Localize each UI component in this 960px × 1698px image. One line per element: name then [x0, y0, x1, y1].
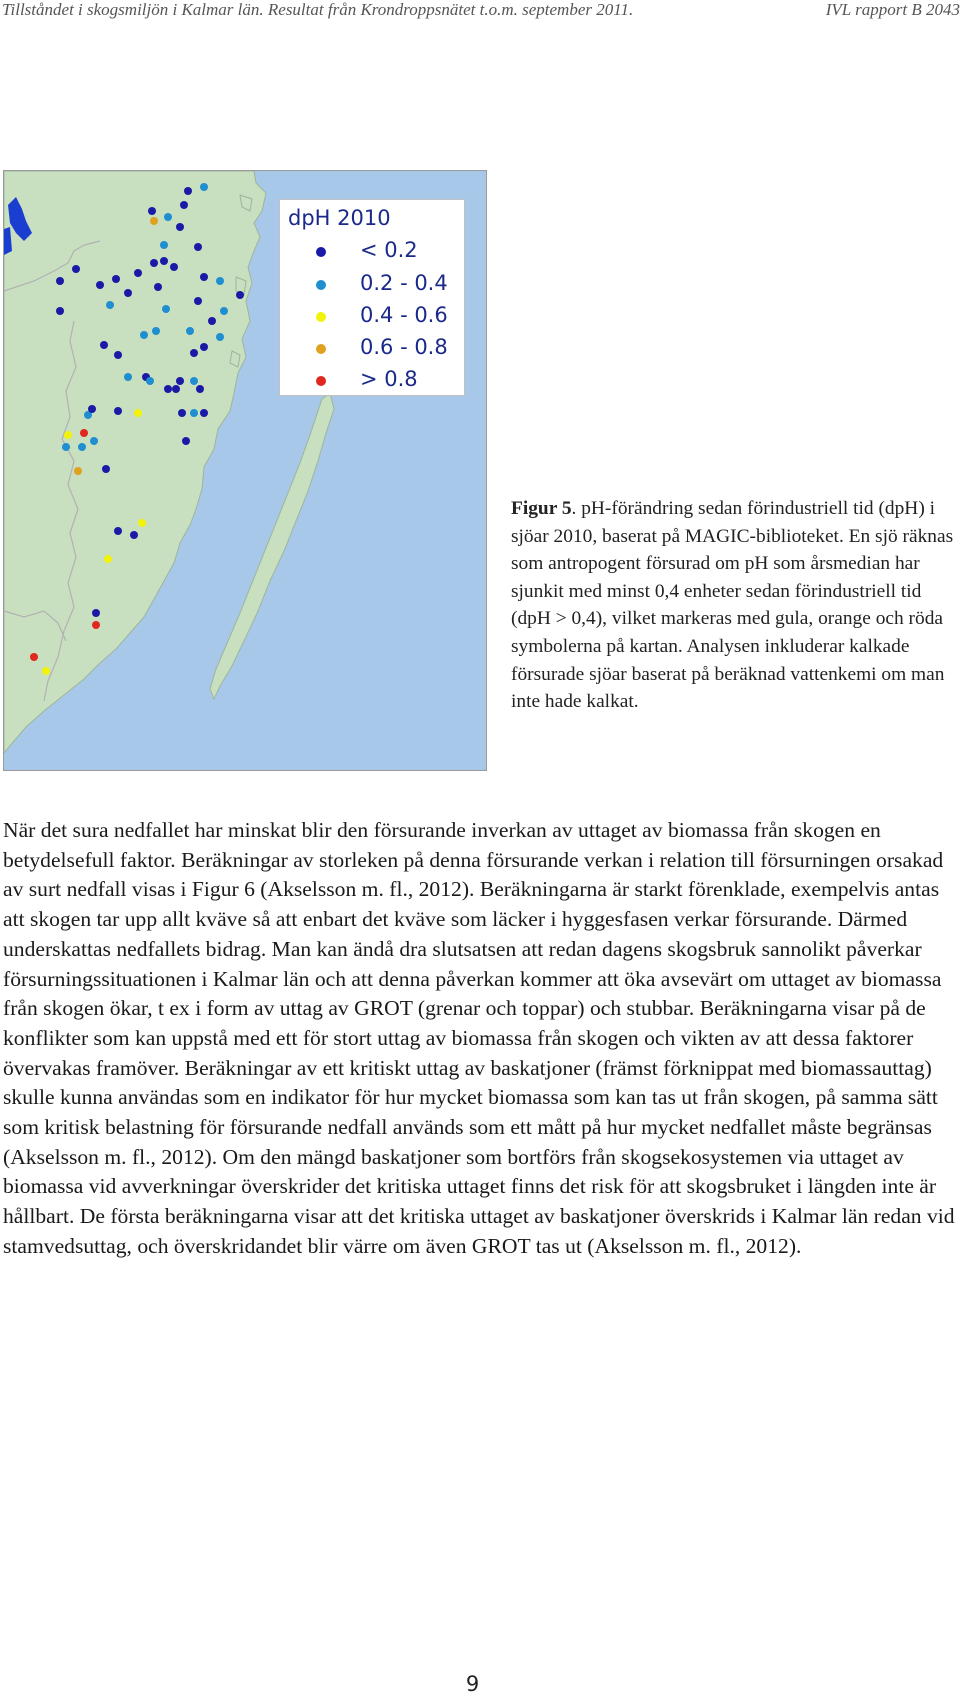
legend-dot — [316, 280, 326, 290]
legend-item — [280, 335, 466, 361]
legend-label: 0.2 - 0.4 — [360, 271, 448, 295]
page-header — [0, 0, 960, 26]
map-legend — [279, 199, 465, 396]
legend-dot — [316, 344, 326, 354]
legend-item — [280, 367, 466, 393]
legend-item — [280, 238, 466, 264]
map-figure — [3, 170, 487, 771]
legend-dot — [316, 376, 326, 386]
caption-text: . pH-förändring sedan förindustriell tid (dpH) i sjöar 2010, baserat på MAGIC-biblioteket. En sjö räknas som antropogent försurad om pH som årsmedian har sjunkit med minst 0,4 enheter sedan förindustriell tid (dpH > 0,4), vilket markeras med gula, orange och röda symbolerna på kartan. Analysen inkluderar kalkade försurade sjöar baserat på beräknad vattenkemi om man inte hade kalkat. — [511, 498, 954, 713]
legend-label: 0.6 - 0.8 — [360, 335, 448, 359]
body-paragraph: När det sura nedfallet har minskat blir den försurande inverkan av uttaget av biomassa från skogen en betydelsefull faktor. Beräkningar av storleken på denna försurande verkan i relation till försurningen orsakad av surt nedfall visas i Figur 6 (Akselsson m. fl., 2012). Beräkningarna är starkt förenklade, exempelvis antas att skogen tar upp allt kväve så att enbart det kväve som läcker i hyggesfasen verkar försurande. Därmed underskattas nedfallets bidrag. Man kan ändå dra slutsatsen att redan dagens skogsbruk sannolikt påverkar försurningssituationen i Kalmar län och att denna påverkan kommer att öka avsevärt om uttaget av biomassa från skogen ökar, t ex i form av uttag av GROT (grenar och toppar) och stubbar. Beräkningarna visar på de konflikter som kan uppstå med ett för stort uttag av biomassa från skogen och vikten av att dessa faktorer övervakas framöver. Beräkningar av ett kritiskt uttag av baskatjoner (främst förknippat med biomassauttag) skulle kunna användas som en indikator för hur mycket biomassa som kan tas ut från skogen, på samma sätt som kritisk belastning för försurande nedfall används som ett mått på hur mycket nedfallet måste begränsas (Akselsson m. fl., 2012). Om den mängd baskatjoner som bortförs från skogsekosystemen via uttaget av biomassa vid avverkningar överskrider det kritiska uttaget finns det risk för att skogsbruket i längden inte är hållbart. De första beräkningarna visar att det kritiska uttaget av baskatjoner överskrids i Kalmar län redan vid stamvedsuttag, och överskridandet blir värre om även GROT tas ut (Akselsson m. fl., 2012). — [3, 818, 955, 1258]
legend-item — [280, 303, 466, 329]
legend-dot — [316, 247, 326, 257]
header-report-id: IVL rapport B 2043 — [825, 0, 960, 19]
page-number: 9 — [465, 1672, 480, 1696]
caption-label: Figur 5 — [511, 498, 572, 519]
figure-caption — [511, 495, 957, 716]
legend-label: 0.4 - 0.6 — [360, 303, 448, 327]
legend-label: < 0.2 — [360, 238, 418, 262]
legend-dot — [316, 312, 326, 322]
legend-label: > 0.8 — [360, 367, 418, 391]
legend-title: dpH 2010 — [288, 206, 391, 230]
header-title: Tillståndet i skogsmiljön i Kalmar län. Resultat från Krondroppsnätet t.o.m. september 2011. — [2, 0, 634, 19]
legend-item — [280, 271, 466, 297]
